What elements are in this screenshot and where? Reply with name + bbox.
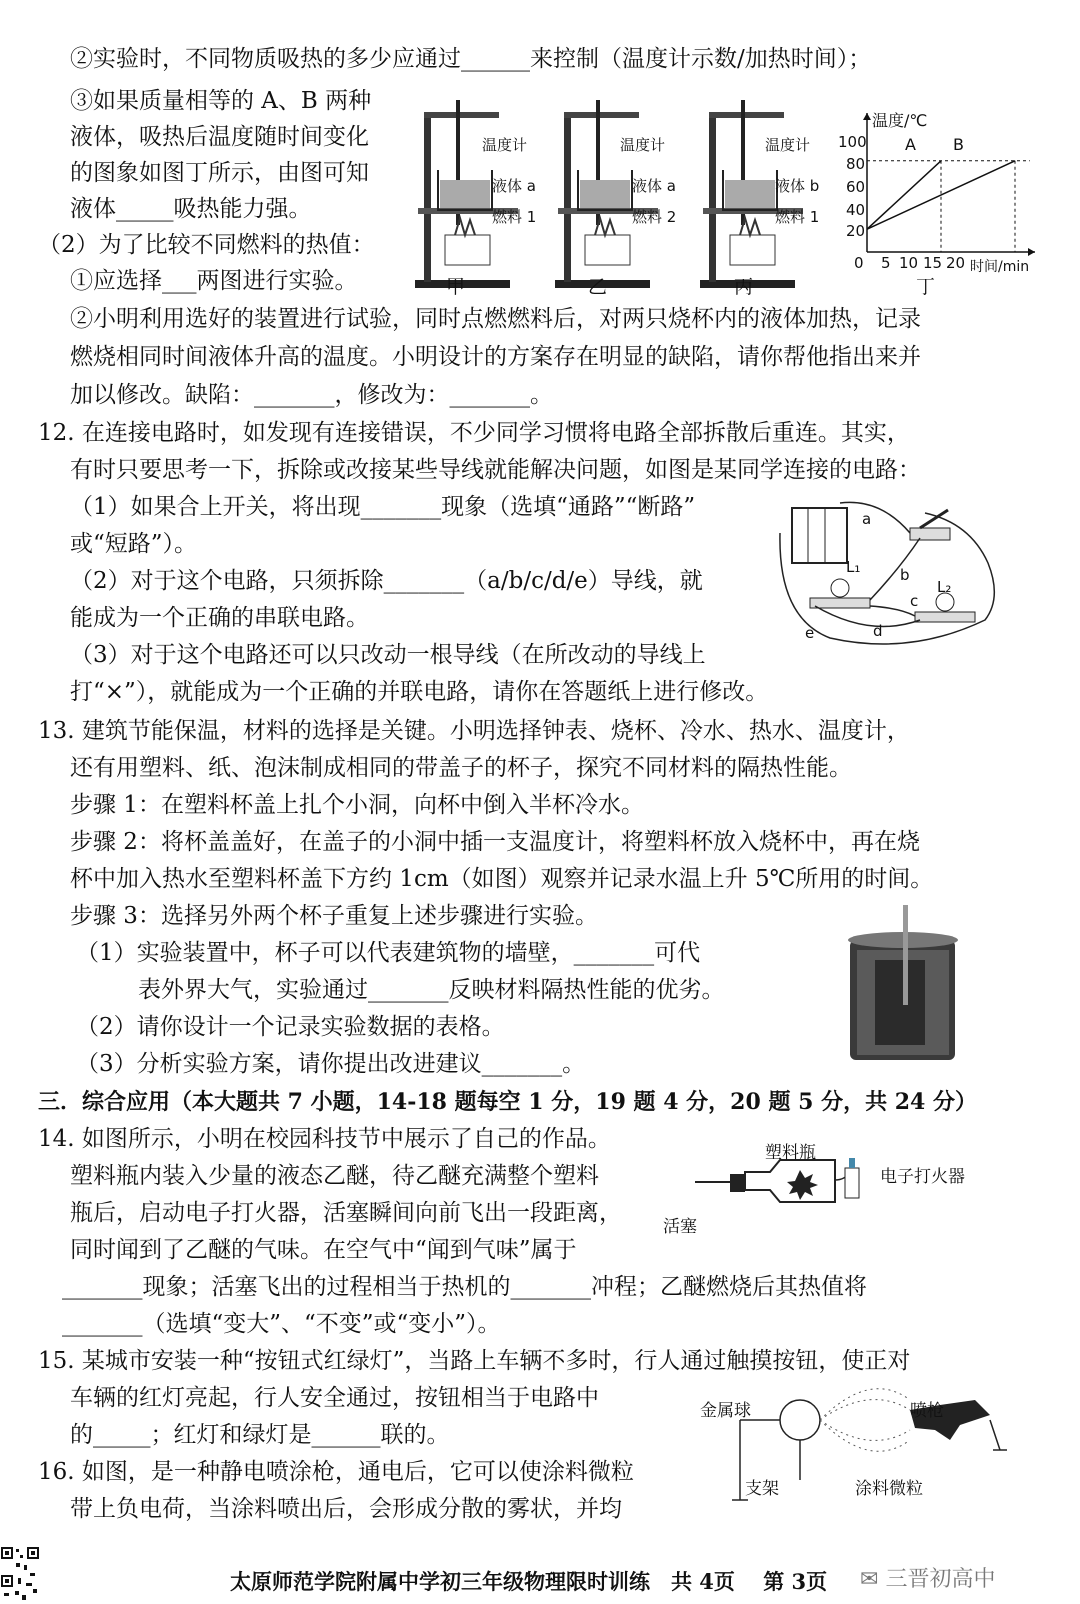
- qr-code[interactable]: [0, 1545, 40, 1604]
- caption-ding: 丁: [916, 276, 936, 298]
- label-fuel-2: 燃料 2: [632, 208, 677, 226]
- page-footer: 太原师范学院附属中学初三年级物理限时训练 共 4页 第 3页: [230, 1569, 828, 1594]
- q12-part3a: （3）对于这个电路还可以只改动一根导线（在所改动的导线上: [70, 642, 706, 668]
- graph-label-b: B: [953, 135, 964, 154]
- q15-line-2: 车辆的红灯亮起，行人安全通过，按钮相当于电路中: [70, 1385, 599, 1411]
- q12-part2b: 能成为一个正确的串联电路。: [70, 605, 369, 631]
- graph-xtick-20: 20: [946, 254, 966, 272]
- q11-line-3d: 液体_____吸热能力强。: [70, 196, 312, 222]
- graph-ytick-40: 40: [846, 201, 866, 219]
- graph-ytick-20: 20: [846, 222, 866, 240]
- bottle-label: 塑料瓶: [765, 1143, 816, 1163]
- q12-part3b: 打“×”），就能成为一个正确的并联电路，请你在答题纸上进行修改。: [70, 679, 769, 705]
- q13-part3: （3）分析实验方案，请你提出改进建议_______。: [76, 1051, 586, 1077]
- caption-jia: 甲: [446, 276, 466, 298]
- circuit-label-l2: L₂: [937, 578, 952, 596]
- beaker-photo: [845, 905, 965, 1065]
- q11-line-2: ②实验时，不同物质吸热的多少应通过______来控制（温度计示数/加热时间）；: [70, 46, 872, 72]
- label-fuel-1-3: 燃料 1: [775, 208, 820, 226]
- q13-step1: 步骤 1：在塑料杯盖上扎个小洞，向杯中倒入半杯冷水。: [70, 792, 644, 818]
- section-3-heading: 三．综合应用（本大题共 7 小题，14-18 题每空 1 分，19 题 4 分，20 题 5 分，共 24 分）: [38, 1089, 978, 1115]
- caption-yi: 乙: [588, 276, 608, 298]
- q11-part2: （2）为了比较不同燃料的热值：: [38, 232, 375, 258]
- graph-ylabel: 温度/℃: [872, 111, 928, 130]
- piston-label: 活塞: [663, 1217, 697, 1237]
- q12-part1b: 或“短路”）。: [70, 531, 198, 557]
- spray-gun-label: 喷枪: [910, 1401, 944, 1421]
- q11-line-3b: 液体，吸热后温度随时间变化: [70, 124, 369, 150]
- label-liquid-a-2: 液体 a: [632, 177, 676, 195]
- q13-step3: 步骤 3：选择另外两个杯子重复上述步骤进行实验。: [70, 903, 598, 929]
- circuit-label-c: c: [910, 592, 919, 610]
- label-thermometer-3: 温度计: [765, 136, 811, 154]
- spray-stand-label: 支架: [745, 1479, 779, 1499]
- q11-part2-1: ①应选择___两图进行实验。: [70, 268, 358, 294]
- circuit-label-e: e: [805, 624, 815, 642]
- q13-step2b: 杯中加入热水至塑料杯盖下方约 1cm（如图）观察并记录水温上升 5℃所用的时间。: [70, 866, 934, 892]
- graph-xtick-10: 10: [899, 254, 919, 272]
- q12-line-1: 12. 在连接电路时，如发现有连接错误，不少同学习惯将电路全部拆散后重连。其实，: [38, 420, 910, 446]
- q15-line-3: 的_____；红灯和绿灯是______联的。: [70, 1422, 450, 1448]
- q14-line-3: 瓶后，启动电子打火器，活塞瞬间向前飞出一段距离，: [70, 1200, 622, 1226]
- q13-part1a: （1）实验装置中，杯子可以代表建筑物的墙壁，_______可代: [76, 940, 701, 966]
- q11-line-3c: 的图象如图丁所示，由图可知: [70, 160, 369, 186]
- q14-line-2: 塑料瓶内装入少量的液态乙醚，待乙醚充满整个塑料: [70, 1163, 599, 1189]
- graph-xtick-15: 15: [923, 254, 943, 272]
- series-a-line: [867, 161, 941, 229]
- q11-part2-2a: ②小明利用选好的装置进行试验，同时点燃燃料后，对两只烧杯内的液体加热，记录: [70, 306, 921, 332]
- graph-xtick-5: 5: [881, 254, 891, 272]
- q11-part2-2c: 加以修改。缺陷：_______，修改为：_______。: [70, 382, 553, 408]
- label-liquid-a-1: 液体 a: [492, 177, 536, 195]
- q13-line-1: 13. 建筑节能保温，材料的选择是关键。小明选择钟表、烧杯、冷水、热水、温度计，: [38, 718, 910, 744]
- label-fuel-1-1: 燃料 1: [492, 208, 537, 226]
- q16-line-1: 16. 如图，是一种静电喷涂枪，通电后，它可以使涂料微粒: [38, 1459, 634, 1485]
- q12-line-2: 有时只要思考一下，拆除或改接某些导线就能解决问题，如图是某同学连接的电路：: [70, 457, 921, 483]
- label-thermometer-2: 温度计: [620, 136, 666, 154]
- watermark-text: 三晋初高中: [885, 1567, 996, 1592]
- q16-line-2: 带上负电荷，当涂料喷出后，会形成分散的雾状，并均: [70, 1496, 622, 1522]
- graph-label-a: A: [905, 135, 916, 154]
- label-liquid-b: 液体 b: [775, 177, 820, 195]
- q13-step2a: 步骤 2：将杯盖盖好，在盖子的小洞中插一支温度计，将塑料杯放入烧杯中，再在烧: [70, 829, 920, 855]
- series-b-line: [867, 161, 1015, 229]
- circuit-label-d: d: [873, 622, 883, 640]
- circuit-label-b: b: [900, 566, 910, 584]
- circuit-label-a: a: [862, 510, 872, 528]
- q13-line-2: 还有用塑料、纸、泡沫制成相同的带盖子的杯子，探究不同材料的隔热性能。: [70, 755, 852, 781]
- graph-ytick-80: 80: [846, 155, 866, 173]
- caption-bing: 丙: [734, 276, 754, 298]
- q12-part2a: （2）对于这个电路，只须拆除_______（a/b/c/d/e）导线，就: [70, 568, 703, 594]
- wechat-icon: ✉: [860, 1567, 879, 1592]
- q13-part1b: 表外界大气，实验通过_______反映材料隔热性能的优劣。: [138, 977, 725, 1003]
- q11-line-3a: ③如果质量相等的 A、B 两种: [70, 88, 372, 114]
- q15-line-1: 15. 某城市安装一种“按钮式红绿灯”，当路上车辆不多时，行人通过触摸按钮，使正对: [38, 1348, 911, 1374]
- spray-particles-label: 涂料微粒: [855, 1479, 923, 1499]
- q14-line-4: 同时闻到了乙醚的气味。在空气中“闻到气味”属于: [70, 1237, 577, 1263]
- lighter-label: 电子打火器: [880, 1167, 965, 1187]
- q12-part1a: （1）如果合上开关，将出现_______现象（选填“通路”“断路”: [70, 494, 696, 520]
- label-thermometer-1: 温度计: [482, 136, 528, 154]
- q11-part2-2b: 燃烧相同时间液体升高的温度。小明设计的方案存在明显的缺陷，请你帮他指出来并: [70, 344, 921, 370]
- watermark: [860, 1562, 995, 1593]
- q14-line-1: 14. 如图所示，小明在校园科技节中展示了自己的作品。: [38, 1126, 611, 1152]
- graph-xlabel: 时间/min: [970, 259, 1030, 275]
- q13-part2: （2）请你设计一个记录实验数据的表格。: [76, 1014, 505, 1040]
- graph-xtick-0: 0: [854, 254, 864, 272]
- graph-ytick-100: 100: [838, 133, 867, 151]
- q14-line-5: _______现象；活塞飞出的过程相当于热机的_______冲程；乙醚燃烧后其热值将: [62, 1274, 867, 1300]
- apparatus-figures: [400, 90, 840, 300]
- circuit-label-l1: L₁: [846, 558, 861, 576]
- spray-ball-label: 金属球: [700, 1401, 751, 1421]
- q14-line-6: _______（选填“变大”、“不变”或“变小”）。: [62, 1311, 501, 1337]
- graph-ytick-60: 60: [846, 178, 866, 196]
